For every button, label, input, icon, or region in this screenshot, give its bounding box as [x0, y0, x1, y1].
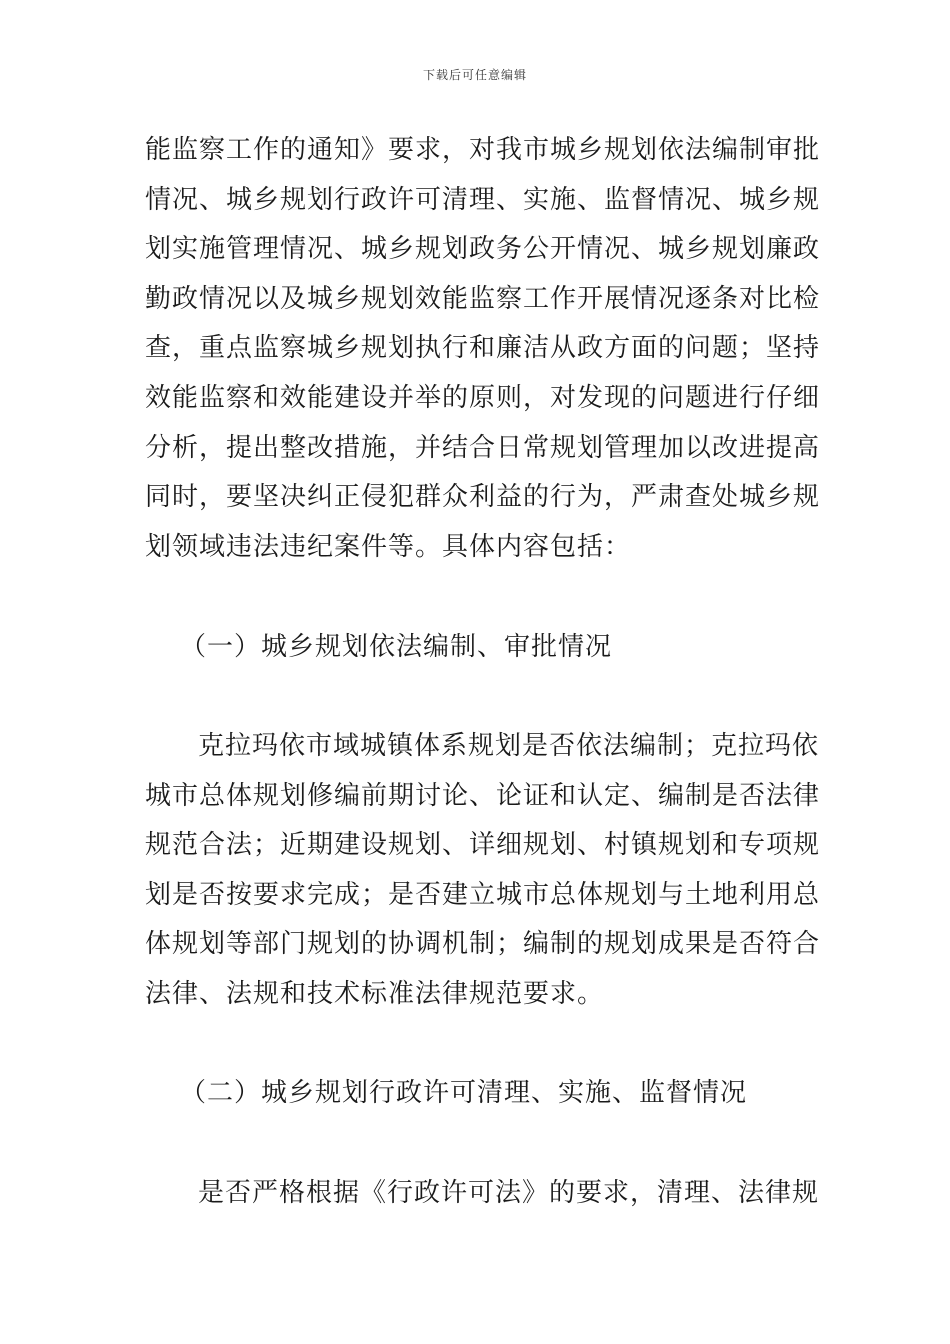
intro-line: 能监察工作的通知》要求，对我市城乡规划依法编制审批 [145, 135, 821, 165]
intro-line: 分析，提出整改措施，并结合日常规划管理加以改进提高 [145, 433, 821, 463]
section-heading-1: （一）城乡规划依法编制、审批情况 [180, 632, 613, 662]
section-1-line: 克拉玛依市域城镇体系规划是否依法编制；克拉玛依 [198, 731, 820, 761]
section-1-line: 城市总体规划修编前期讨论、论证和认定、编制是否法律 [145, 781, 821, 811]
intro-line: 划领域违法违纪案件等。具体内容包括： [145, 532, 632, 562]
intro-line: 查，重点监察城乡规划执行和廉洁从政方面的问题；坚持 [145, 333, 821, 363]
intro-line: 情况、城乡规划行政许可清理、实施、监督情况、城乡规 [145, 185, 821, 215]
section-heading-2: （二）城乡规划行政许可清理、实施、监督情况 [180, 1078, 748, 1108]
intro-line: 同时，要坚决纠正侵犯群众利益的行为，严肃查处城乡规 [145, 482, 821, 512]
intro-line: 勤政情况以及城乡规划效能监察工作开展情况逐条对比检 [145, 284, 821, 314]
section-1-line: 规范合法；近期建设规划、详细规划、村镇规划和专项规 [145, 830, 821, 860]
section-2-line: 是否严格根据《行政许可法》的要求，清理、法律规 [198, 1178, 820, 1208]
section-1-line: 划是否按要求完成；是否建立城市总体规划与土地利用总 [145, 880, 821, 910]
section-1-line: 法律、法规和技术标准法律规范要求。 [145, 979, 605, 1009]
page-header: 下载后可任意编辑 [422, 68, 527, 82]
section-1-line: 体规划等部门规划的协调机制；编制的规划成果是否符合 [145, 929, 821, 959]
intro-line: 效能监察和效能建设并举的原则，对发现的问题进行仔细 [145, 383, 821, 413]
intro-line: 划实施管理情况、城乡规划政务公开情况、城乡规划廉政 [145, 234, 821, 264]
